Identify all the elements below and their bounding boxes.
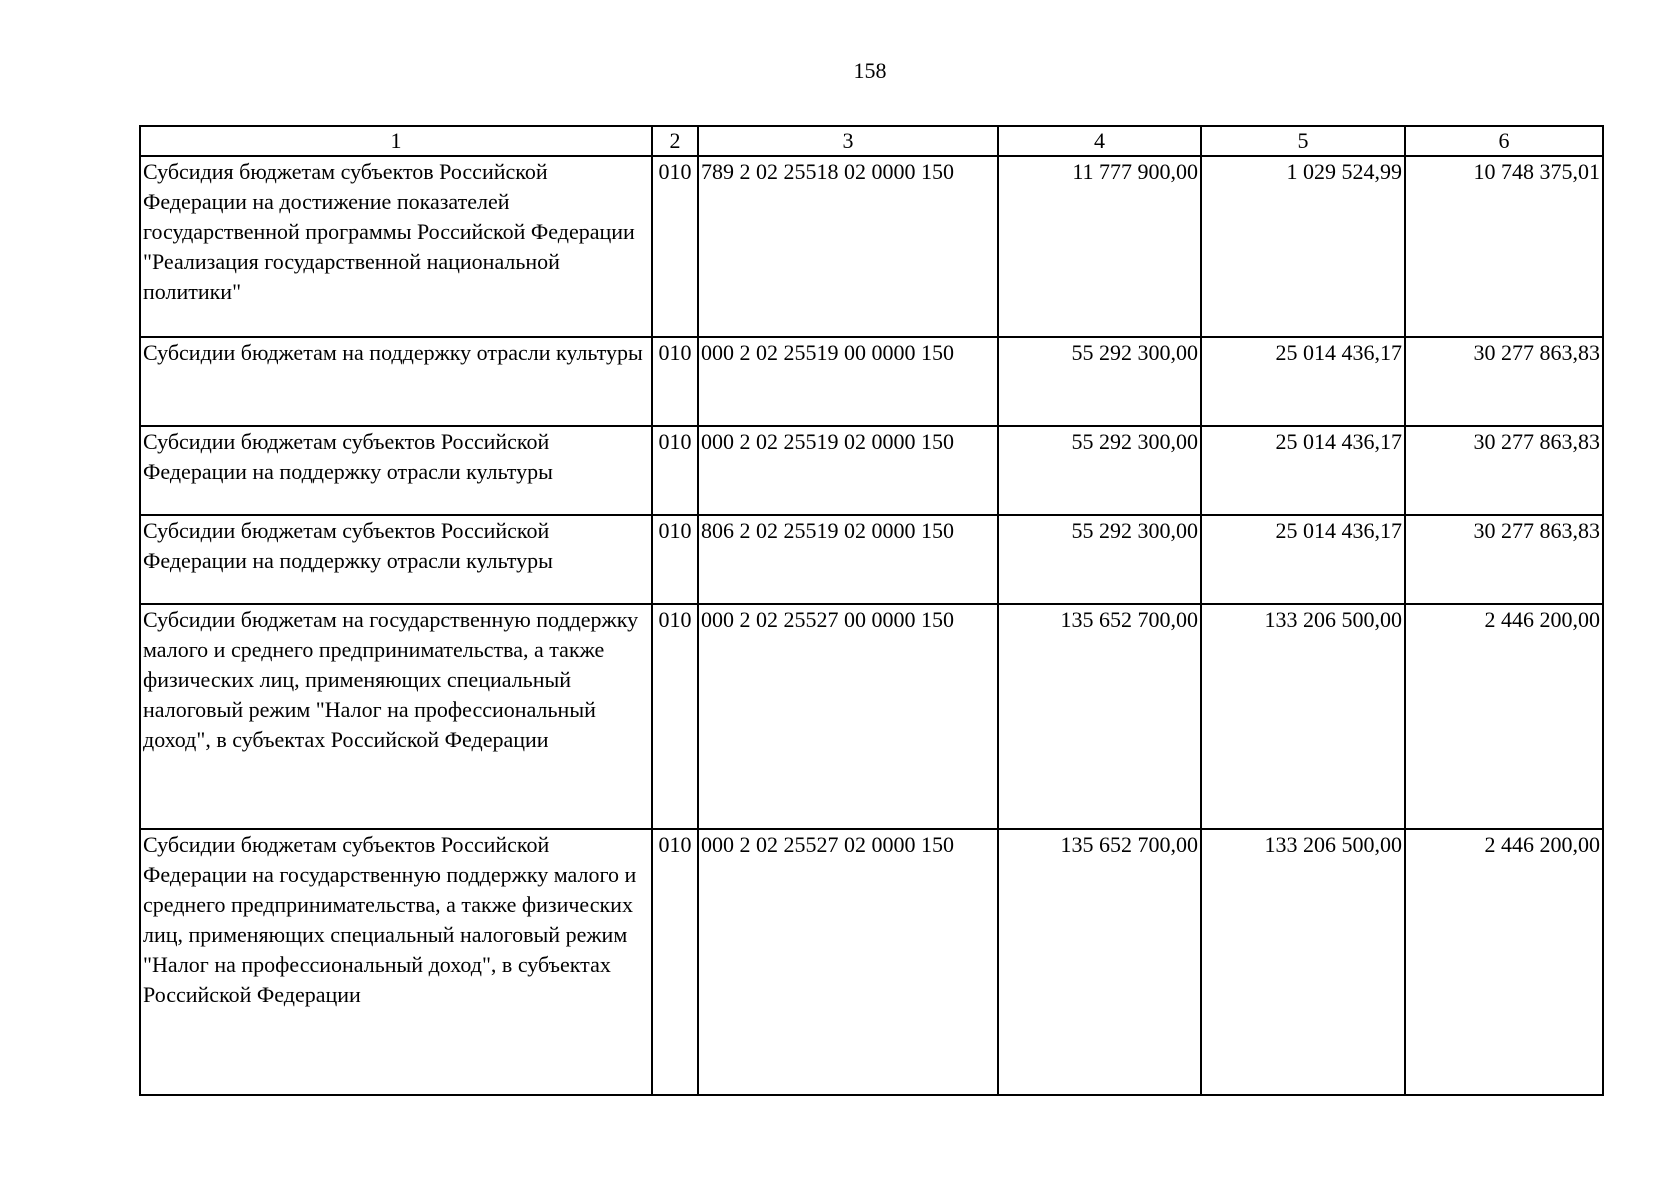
row-value-6: 30 277 863,83 (1405, 515, 1603, 604)
row-value-5: 25 014 436,17 (1201, 337, 1405, 426)
table-row (140, 515, 1603, 604)
row-name: Субсидии бюджетам субъектов Российской Федерации на поддержку отрасли культуры (140, 515, 652, 604)
column-header-5: 5 (1201, 126, 1405, 156)
row-section-code: 010 (652, 829, 698, 1095)
row-name: Субсидии бюджетам субъектов Российской Федерации на поддержку отрасли культуры (140, 426, 652, 515)
row-value-4: 55 292 300,00 (998, 337, 1201, 426)
table-row (140, 426, 1603, 515)
column-header-2: 2 (652, 126, 698, 156)
row-value-5: 1 029 524,99 (1201, 156, 1405, 337)
row-section-code: 010 (652, 337, 698, 426)
column-header-6: 6 (1405, 126, 1603, 156)
row-name: Субсидии бюджетам на поддержку отрасли культуры (140, 337, 652, 426)
row-value-6: 2 446 200,00 (1405, 604, 1603, 829)
row-budget-code: 000 2 02 25527 00 0000 150 (698, 604, 998, 829)
row-value-4: 135 652 700,00 (998, 829, 1201, 1095)
row-value-6: 10 748 375,01 (1405, 156, 1603, 337)
header-row (140, 126, 1603, 156)
row-value-4: 55 292 300,00 (998, 426, 1201, 515)
row-budget-code: 000 2 02 25527 02 0000 150 (698, 829, 998, 1095)
row-budget-code: 806 2 02 25519 02 0000 150 (698, 515, 998, 604)
row-budget-code: 000 2 02 25519 00 0000 150 (698, 337, 998, 426)
table-row (140, 829, 1603, 1095)
row-value-6: 30 277 863,83 (1405, 337, 1603, 426)
row-value-5: 25 014 436,17 (1201, 426, 1405, 515)
column-header-3: 3 (698, 126, 998, 156)
row-budget-code: 789 2 02 25518 02 0000 150 (698, 156, 998, 337)
row-value-6: 2 446 200,00 (1405, 829, 1603, 1095)
row-value-5: 133 206 500,00 (1201, 829, 1405, 1095)
row-value-5: 133 206 500,00 (1201, 604, 1405, 829)
row-name: Субсидии бюджетам субъектов Российской Федерации на государственную поддержку малого и среднего предпринимательства, а также физических лиц, применяющих специальный налоговый режим "Налог на профессиональный доход", в субъектах Российской Федерации (140, 829, 652, 1095)
row-value-4: 135 652 700,00 (998, 604, 1201, 829)
row-section-code: 010 (652, 156, 698, 337)
page-number: 158 (853, 58, 887, 83)
row-section-code: 010 (652, 515, 698, 604)
row-name: Субсидии бюджетам на государственную поддержку малого и среднего предпринимательства, а также физических лиц, применяющих специальный налоговый режим "Налог на профессиональный доход", в субъектах Российской Федерации (140, 604, 652, 829)
row-value-4: 11 777 900,00 (998, 156, 1201, 337)
table-row (140, 156, 1603, 337)
row-budget-code: 000 2 02 25519 02 0000 150 (698, 426, 998, 515)
column-header-4: 4 (998, 126, 1201, 156)
row-value-6: 30 277 863,83 (1405, 426, 1603, 515)
table-row (140, 604, 1603, 829)
row-section-code: 010 (652, 604, 698, 829)
row-name: Субсидия бюджетам субъектов Российской Федерации на достижение показателей государственной программы Российской Федерации "Реализация государственной национальной политики" (140, 156, 652, 337)
column-header-1: 1 (140, 126, 652, 156)
row-value-5: 25 014 436,17 (1201, 515, 1405, 604)
row-value-4: 55 292 300,00 (998, 515, 1201, 604)
table-row (140, 337, 1603, 426)
budget-table (139, 125, 1604, 1096)
row-section-code: 010 (652, 426, 698, 515)
